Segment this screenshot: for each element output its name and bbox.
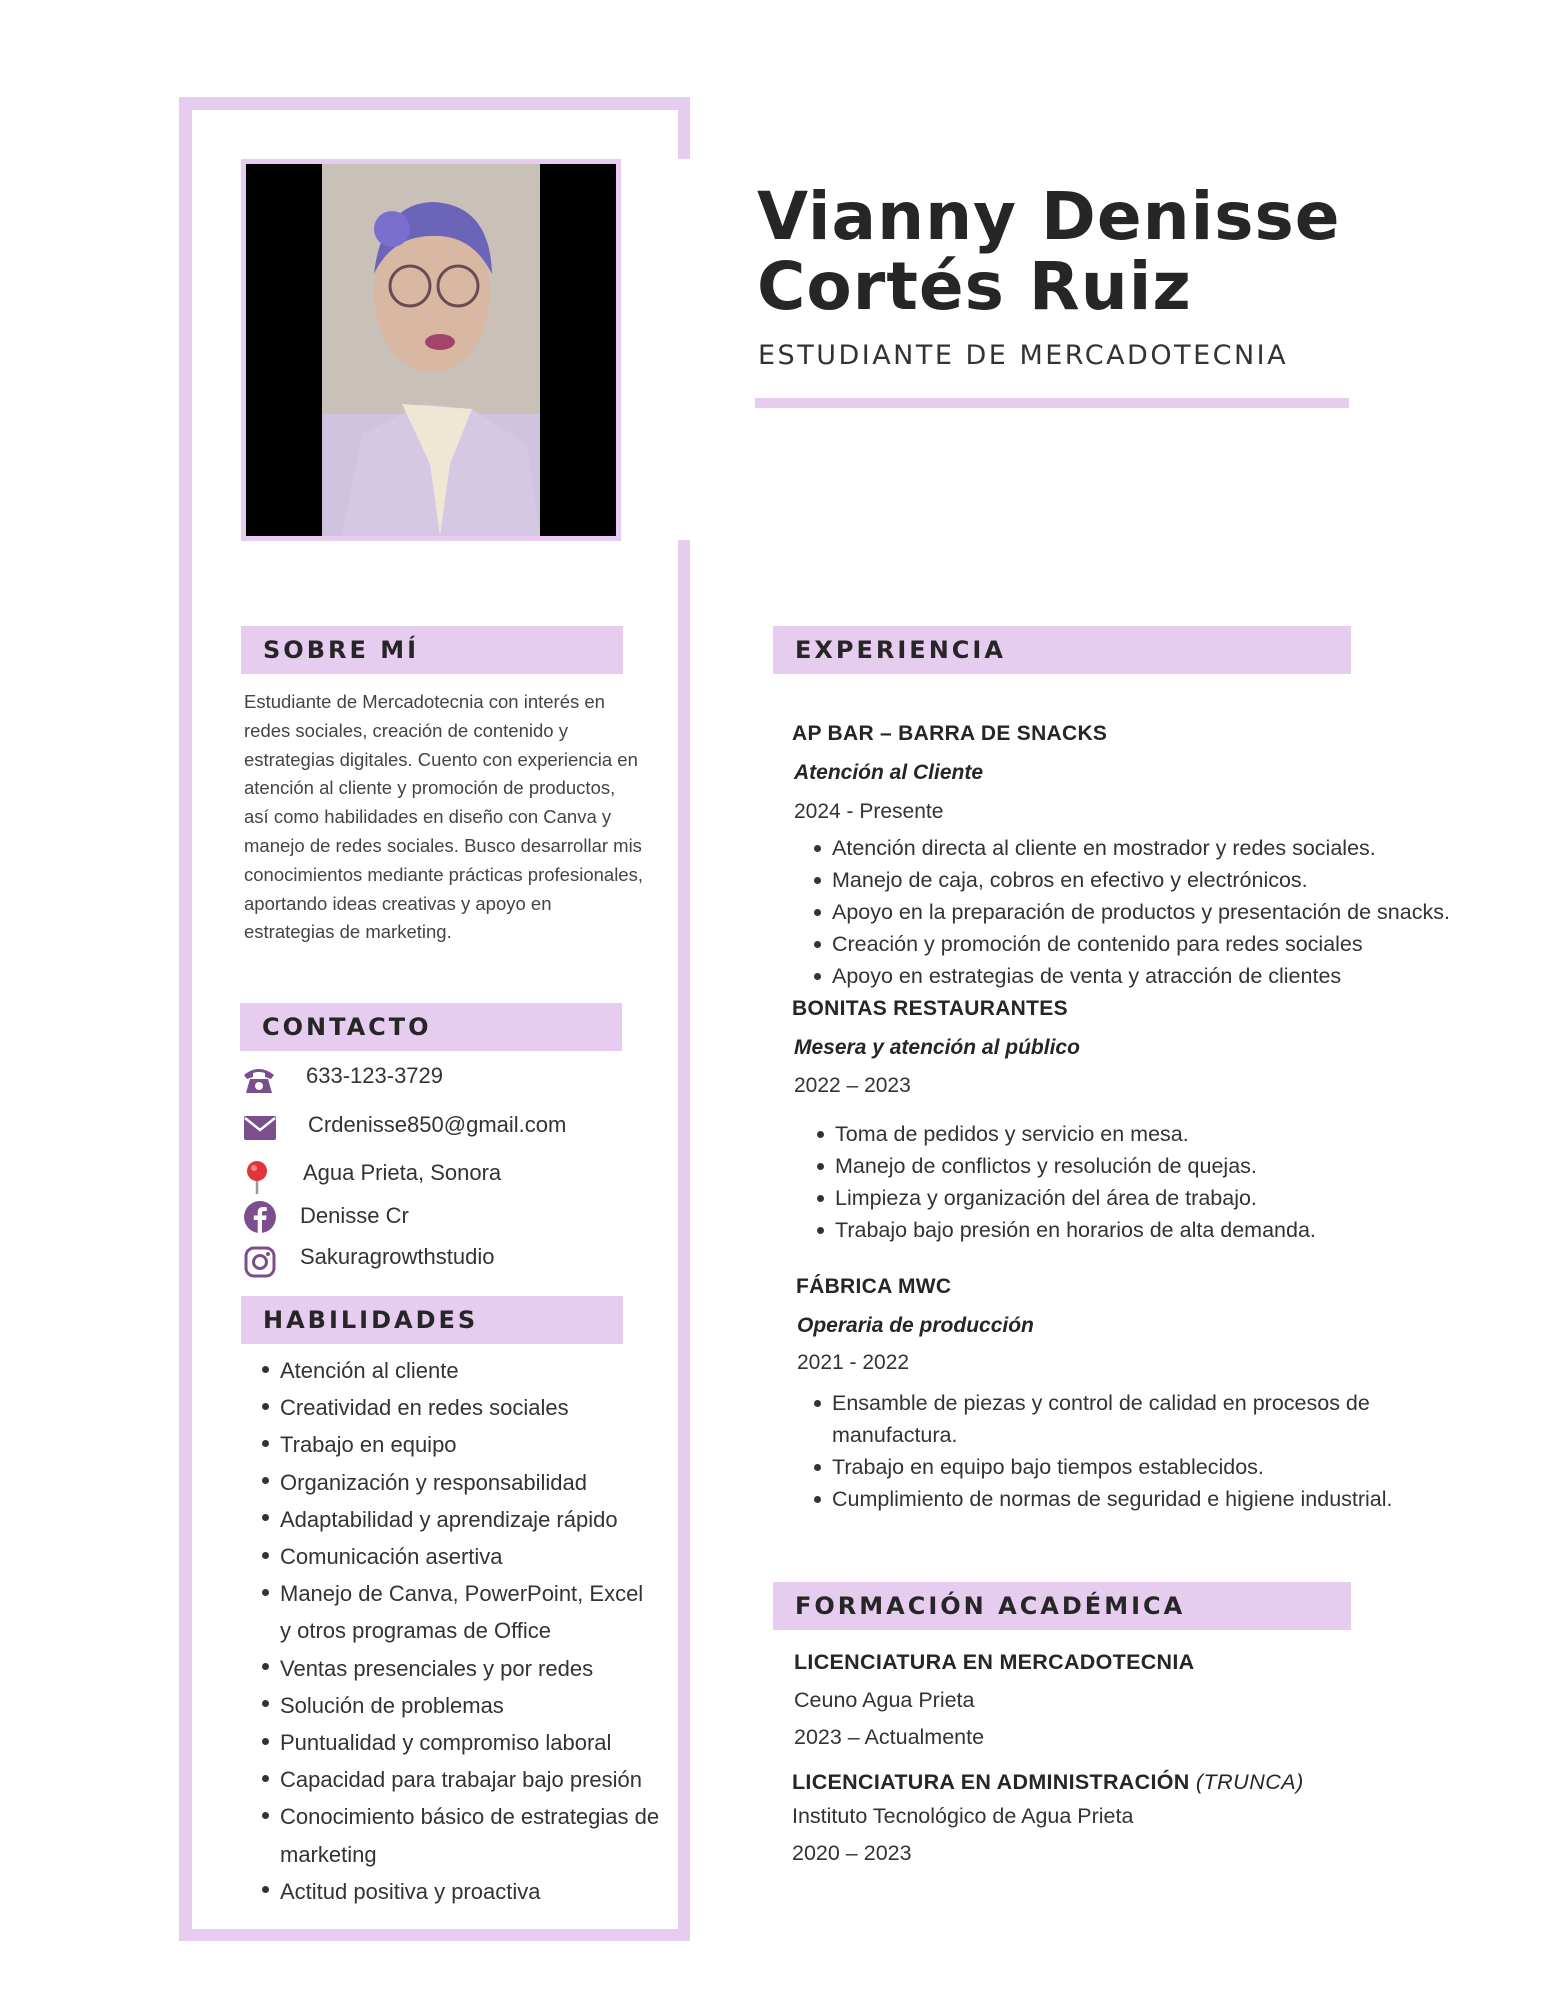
- list-item: Toma de pedidos y servicio en mesa.: [815, 1118, 1455, 1150]
- mail-icon: [244, 1116, 276, 1145]
- list-item: Conocimiento básico de estrategias de marketing: [260, 1798, 660, 1872]
- education-degree: [792, 1770, 1304, 1795]
- job-duties: [812, 1387, 1432, 1515]
- job-role: Operaria de producción: [797, 1314, 1034, 1337]
- contact-location: Agua Prieta, Sonora: [303, 1160, 502, 1185]
- contact-instagram[interactable]: Sakuragrowthstudio: [300, 1244, 495, 1269]
- experience-heading: EXPERIENCIA: [773, 626, 1351, 674]
- list-item: Puntualidad y compromiso laboral: [260, 1724, 680, 1761]
- title-divider: [755, 398, 1349, 408]
- list-item: Cumplimiento de normas de seguridad e higiene industrial.: [812, 1483, 1432, 1515]
- job-company: AP BAR – BARRA DE SNACKS: [792, 722, 1108, 745]
- job-company: BONITAS RESTAURANTES: [792, 997, 1068, 1020]
- list-item: Adaptabilidad y aprendizaje rápido: [260, 1501, 680, 1538]
- list-item: Trabajo en equipo: [260, 1426, 680, 1463]
- facebook-icon: [244, 1201, 276, 1238]
- candidate-name: [757, 178, 1477, 325]
- list-item: Comunicación asertiva: [260, 1538, 680, 1575]
- list-item: Ventas presenciales y por redes: [260, 1650, 680, 1687]
- job-duties: [815, 1118, 1455, 1246]
- education-heading: FORMACIÓN ACADÉMICA: [773, 1582, 1351, 1630]
- list-item: Organización y responsabilidad: [260, 1464, 680, 1501]
- frame-right-border-top: [678, 97, 690, 159]
- location-pin-icon: [245, 1160, 269, 1199]
- list-item: Solución de problemas: [260, 1687, 680, 1724]
- portrait-image: [322, 164, 540, 536]
- education-school: Ceuno Agua Prieta: [794, 1688, 975, 1712]
- job-title: ESTUDIANTE DE MERCADOTECNIA: [758, 340, 1289, 371]
- job-dates: 2024 - Presente: [794, 800, 944, 823]
- job-duties: [812, 832, 1512, 992]
- education-school: Instituto Tecnológico de Agua Prieta: [792, 1804, 1134, 1828]
- contact-facebook[interactable]: Denisse Cr: [300, 1203, 409, 1228]
- about-heading: SOBRE MÍ: [241, 626, 623, 674]
- name-line-2: Cortés Ruiz: [757, 248, 1192, 325]
- degree-title: LICENCIATURA EN ADMINISTRACIÓN: [792, 1770, 1190, 1794]
- contact-phone[interactable]: 633-123-3729: [306, 1063, 444, 1088]
- job-dates: 2021 - 2022: [797, 1351, 910, 1374]
- phone-icon: [242, 1065, 276, 1100]
- list-item: Manejo de conflictos y resolución de quejas.: [815, 1150, 1455, 1182]
- list-item: Apoyo en la preparación de productos y presentación de snacks.: [812, 896, 1512, 928]
- list-item: Limpieza y organización del área de trabajo.: [815, 1182, 1455, 1214]
- list-item: Apoyo en estrategias de venta y atracción de clientes: [812, 960, 1512, 992]
- skills-list: [260, 1352, 680, 1910]
- list-item: Creatividad en redes sociales: [260, 1389, 680, 1426]
- list-item: Manejo de Canva, PowerPoint, Excel y otros programas de Office: [260, 1575, 660, 1649]
- list-item: Manejo de caja, cobros en efectivo y electrónicos.: [812, 864, 1512, 896]
- frame-top-border: [179, 97, 690, 110]
- list-item: Trabajo bajo presión en horarios de alta demanda.: [815, 1214, 1455, 1246]
- skills-heading: HABILIDADES: [241, 1296, 623, 1344]
- list-item: Atención directa al cliente en mostrador y redes sociales.: [812, 832, 1512, 864]
- frame-left-border: [179, 97, 192, 1941]
- education-dates: 2023 – Actualmente: [794, 1725, 985, 1749]
- contact-heading: CONTACTO: [240, 1003, 622, 1051]
- name-line-1: Vianny Denisse: [757, 178, 1341, 255]
- instagram-icon: [244, 1246, 276, 1283]
- list-item: Capacidad para trabajar bajo presión: [260, 1761, 680, 1798]
- education-dates: 2020 – 2023: [792, 1841, 912, 1865]
- list-item: Actitud positiva y proactiva: [260, 1873, 680, 1910]
- education-degree: [794, 1650, 1194, 1675]
- job-company: FÁBRICA MWC: [796, 1275, 952, 1298]
- list-item: Trabajo en equipo bajo tiempos establecidos.: [812, 1451, 1432, 1483]
- degree-note: (TRUNCA): [1195, 1770, 1304, 1794]
- list-item: Ensamble de piezas y control de calidad en procesos de manufactura.: [812, 1387, 1432, 1451]
- job-role: Mesera y atención al público: [794, 1036, 1080, 1059]
- about-text: Estudiante de Mercadotecnia con interés en redes sociales, creación de contenido y estrategias digitales. Cuento con experiencia en atención al cliente y promoción de productos, así como habilidades en diseño con Canva y manejo de redes sociales. Busco desarrollar mis conocimientos mediante prácticas profesionales, aportando ideas creativas y apoyo en estrategias de marketing.: [244, 691, 643, 943]
- job-role: Atención al Cliente: [794, 761, 984, 784]
- list-item: Creación y promoción de contenido para redes sociales: [812, 928, 1512, 960]
- degree-title: LICENCIATURA EN MERCADOTECNIA: [794, 1650, 1195, 1674]
- list-item: Atención al cliente: [260, 1352, 680, 1389]
- contact-email[interactable]: Crdenisse850@gmail.com: [308, 1112, 567, 1137]
- job-dates: 2022 – 2023: [794, 1074, 911, 1097]
- profile-photo: [241, 159, 621, 541]
- frame-bottom-border: [179, 1929, 690, 1941]
